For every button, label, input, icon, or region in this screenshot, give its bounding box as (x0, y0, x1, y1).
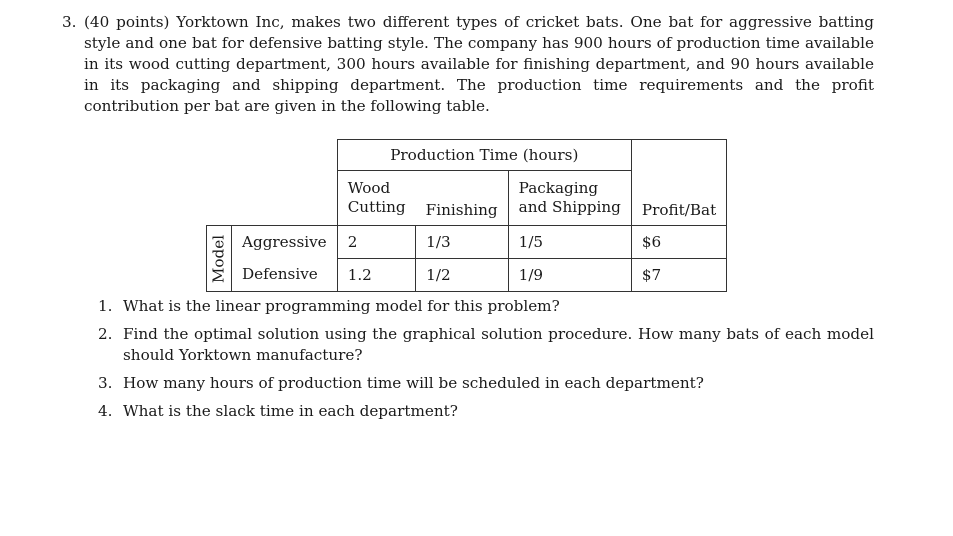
cell-aggressive-profit: $6 (631, 226, 726, 259)
cell-defensive-finishing: 1/2 (416, 259, 508, 292)
col-header-profit: Profit/Bat (631, 171, 726, 226)
list-item: 1. What is the linear programming model for this problem? (98, 297, 560, 315)
row-label-defensive: Defensive (232, 259, 338, 292)
col-header-finishing: Finishing (425, 201, 498, 219)
question-list (98, 296, 874, 429)
col-header-wood-cutting: Wood Cutting (337, 171, 415, 226)
col-header-packaging: Packaging and Shipping (508, 171, 631, 226)
cell-defensive-wood: 1.2 (337, 259, 415, 292)
problem-text: (40 points) Yorktown Inc, makes two different types of cricket bats. One bat for aggressive batting style and one bat for defensive batting style. The company has 900 hours of production time available in its wood cutting department, 300 hours available for finishing department, and 90 hours available in its packaging and shipping department. The production time requirements and the profit contribution per bat are given in the following table. (84, 13, 874, 115)
row-label-aggressive: Aggressive (232, 226, 338, 259)
cell-aggressive-wood: 2 (337, 226, 415, 259)
cell-aggressive-packaging: 1/5 (508, 226, 631, 259)
list-item: 4. What is the slack time in each department? (98, 402, 458, 420)
row-group-label: Model (207, 226, 232, 292)
problem-statement (62, 12, 874, 117)
table-row (207, 259, 727, 292)
list-item: 3. How many hours of production time will be scheduled in each department? (98, 374, 704, 392)
list-item: 2. Find the optimal solution using the graphical solution procedure. How many bats of each model should Yorktown manufacture? (98, 325, 874, 364)
cell-aggressive-finishing: 1/3 (416, 226, 508, 259)
cell-defensive-profit: $7 (631, 259, 726, 292)
cell-defensive-packaging: 1/9 (508, 259, 631, 292)
problem-number: 3. (62, 13, 77, 31)
production-table (206, 139, 727, 292)
table-row (207, 226, 727, 259)
production-time-header: Production Time (hours) (337, 140, 631, 171)
